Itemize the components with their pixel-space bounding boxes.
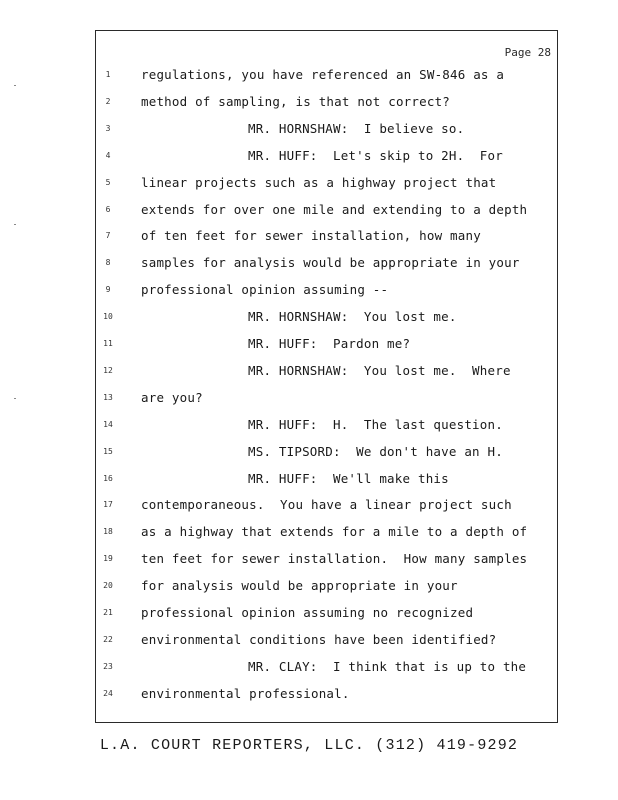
page-number: Page 28 bbox=[504, 46, 551, 59]
line-number: 6 bbox=[105, 204, 111, 214]
line-number: 3 bbox=[105, 123, 111, 133]
line-number: 4 bbox=[105, 150, 111, 160]
transcript-line: MR. HORNSHAW: You lost me. Where bbox=[248, 362, 511, 378]
transcript-page bbox=[95, 30, 558, 723]
transcript-line: MR. CLAY: I think that is up to the bbox=[248, 658, 527, 674]
line-number: 19 bbox=[103, 554, 113, 564]
line-number: 5 bbox=[105, 177, 111, 187]
transcript-line: contemporaneous. You have a linear project such bbox=[141, 497, 512, 513]
line-number: 13 bbox=[103, 392, 113, 402]
scan-speck bbox=[14, 224, 16, 225]
transcript-line: MR. HUFF: H. The last question. bbox=[248, 416, 503, 432]
line-number: 17 bbox=[103, 500, 113, 510]
transcript-line: extends for over one mile and extending to a depth bbox=[141, 201, 528, 217]
transcript-line: MR. HORNSHAW: I believe so. bbox=[248, 120, 465, 136]
transcript-line: professional opinion assuming no recognized bbox=[141, 605, 474, 620]
line-number: 8 bbox=[105, 258, 111, 268]
line-number: 7 bbox=[105, 231, 111, 241]
line-number: 11 bbox=[103, 339, 113, 348]
line-number: 9 bbox=[105, 285, 111, 295]
reporter-footer: L.A. COURT REPORTERS, LLC. (312) 419-9292 bbox=[99, 737, 519, 754]
line-number: 15 bbox=[103, 446, 113, 456]
line-number: 20 bbox=[103, 581, 113, 591]
transcript-line: environmental professional. bbox=[141, 685, 350, 701]
line-number: 12 bbox=[103, 365, 113, 375]
transcript-line: as a highway that extends for a mile to a depth of bbox=[141, 524, 528, 540]
line-number: 21 bbox=[103, 608, 113, 617]
transcript-line: MR. HUFF: Pardon me? bbox=[248, 336, 411, 351]
transcript-line: MR. HUFF: We'll make this bbox=[248, 470, 449, 486]
transcript-line: linear projects such as a highway project that bbox=[141, 174, 497, 190]
line-number: 23 bbox=[103, 661, 113, 671]
transcript-line: are you? bbox=[141, 389, 203, 405]
line-number: 18 bbox=[103, 527, 113, 537]
transcript-line: professional opinion assuming -- bbox=[141, 282, 389, 298]
transcript-line: MR. HUFF: Let's skip to 2H. For bbox=[248, 147, 503, 163]
transcript-line: MS. TIPSORD: We don't have an H. bbox=[248, 443, 503, 459]
transcript-line: method of sampling, is that not correct? bbox=[141, 93, 451, 109]
line-number: 1 bbox=[105, 70, 111, 79]
scan-speck bbox=[14, 85, 16, 86]
line-number: 2 bbox=[105, 96, 111, 106]
transcript-line: ten feet for sewer installation. How many samples bbox=[141, 551, 528, 567]
line-number: 24 bbox=[103, 688, 113, 698]
transcript-line: samples for analysis would be appropriate in your bbox=[141, 255, 520, 271]
transcript-line: of ten feet for sewer installation, how many bbox=[141, 228, 481, 244]
line-number: 10 bbox=[103, 312, 113, 322]
transcript-line: MR. HORNSHAW: You lost me. bbox=[248, 309, 457, 325]
line-number: 16 bbox=[103, 473, 113, 483]
transcript-line: regulations, you have referenced an SW-846 as a bbox=[141, 67, 505, 82]
transcript-line: for analysis would be appropriate in your bbox=[141, 578, 458, 594]
scan-speck bbox=[14, 398, 16, 399]
line-number: 22 bbox=[103, 634, 113, 644]
transcript-line: environmental conditions have been identified? bbox=[141, 631, 497, 647]
line-number: 14 bbox=[103, 419, 113, 429]
